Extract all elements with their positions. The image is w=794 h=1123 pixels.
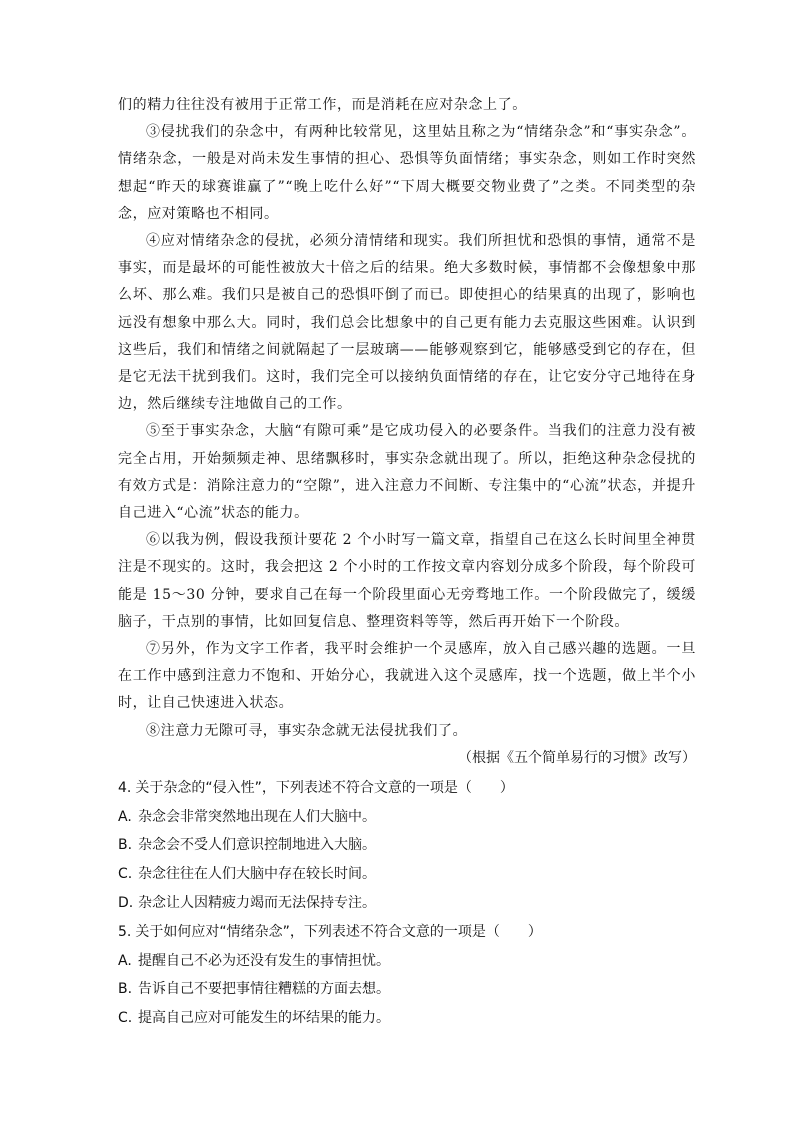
option-text: 杂念会非常突然地出现在人们大脑中。 [138, 808, 376, 825]
question-list [118, 774, 696, 1033]
question-4 [118, 774, 696, 918]
article-paragraph: ⑦另外，作为文字工作者，我平时会维护一个灵感库，放入自己感兴趣的选题。一旦在工作中感到注意力不饱和、开始分心，我就进入这个灵感库，找一个选题，做上半个小时，让自己快速进入状态。 [118, 641, 696, 712]
option-letter: B. [118, 837, 133, 854]
question-text: 关于杂念的“侵入性”，下列表述不符合文意的一项是（ ） [135, 779, 514, 796]
question-text: 关于如何应对“情绪杂念”，下列表述不符合文意的一项是（ ） [135, 923, 542, 940]
answer-option [118, 860, 696, 889]
article-body [118, 92, 696, 772]
answer-option [118, 1004, 696, 1033]
question-5 [118, 918, 696, 1033]
option-letter: A. [118, 952, 132, 969]
option-letter: A. [118, 808, 132, 825]
option-text: 杂念让人因精疲力竭而无法保持专注。 [138, 895, 376, 912]
article-paragraph: ④应对情绪杂念的侵扰，必须分清情绪和现实。我们所担忧和恐惧的事情，通常不是事实，而是最坏的可能性被放大十倍之后的结果。绝大多数时候，事情都不会像想象中那么坏、那么难。我们只是被自己的恐惧吓倒了而已。即使担心的结果真的出现了，影响也远没有想象中那么大。同时，我们总会比想象中的自己更有能力去克服这些困难。认识到这些后，我们和情绪之间就隔起了一层玻璃——能够观察到它，能够感受到它的存在，但是它无法干扰到我们。这时，我们完全可以接纳负面情绪的存在，让它安分守己地待在身边，然后继续专注地做自己的工作。 [118, 233, 696, 413]
option-letter: C. [118, 866, 133, 883]
question-stem [118, 774, 696, 803]
option-text: 提高自己应对可能发生的坏结果的能力。 [138, 1010, 390, 1027]
article-paragraph: ③侵扰我们的杂念中，有两种比较常见，这里姑且称之为“情绪杂念”和“事实杂念”。情绪杂念，一般是对尚未发生事情的担心、恐惧等负面情绪；事实杂念，则如工作时突然想起“昨天的球赛谁赢了”“晚上吃什么好”“下周大概要交物业费了”之类。不同类型的杂念，应对策略也不相同。 [118, 124, 696, 222]
question-number: 5. [118, 923, 132, 940]
answer-option [118, 889, 696, 918]
article-paragraph: ⑤至于事实杂念，大脑“有隙可乘”是它成功侵入的必要条件。当我们的注意力没有被完全占用，开始频频走神、思绪飘移时，事实杂念就出现了。所以，拒绝这种杂念侵扰的有效方式是：消除注意力的“空隙”，进入注意力不间断、专注集中的“心流”状态，并提升自己进入“心流”状态的能力。 [118, 423, 696, 522]
option-text: 提醒自己不必为还没有发生的事情担忧。 [138, 952, 390, 969]
question-number: 4. [118, 779, 132, 796]
option-text: 杂念往往在人们大脑中存在较长时间。 [138, 866, 376, 883]
article-source: （根据《五个简单易行的习惯》改写） [458, 749, 696, 766]
option-text: 告诉自己不要把事情往糟糕的方面去想。 [138, 981, 390, 998]
article-paragraph: 们的精力往往没有被用于正常工作，而是消耗在应对杂念上了。 [118, 97, 527, 113]
answer-option [118, 831, 696, 860]
answer-option [118, 803, 696, 832]
option-letter: D. [118, 895, 134, 912]
option-letter: B. [118, 981, 133, 998]
answer-option [118, 975, 696, 1004]
article-paragraph: ⑥以我为例，假设我预计要花 2 个小时写一篇文章，指望自己在这么长时间里全神贯注是不现实的。这时，我会把这 2 个小时的工作按文章内容划分成多个阶段，每个阶段可能是 15～30 分钟，要求自己在每一个阶段里面心无旁骛地工作。一个阶段做完了，缓缓脑子，干点别的事情，比如回复信息、整理资料等等，然后再开始下一个阶段。 [118, 532, 696, 630]
option-text: 杂念会不受人们意识控制地进入大脑。 [138, 837, 376, 854]
option-letter: C. [118, 1010, 133, 1027]
question-stem [118, 918, 696, 947]
article-paragraph: ⑧注意力无隙可寻，事实杂念就无法侵扰我们了。 [146, 722, 468, 739]
answer-option [118, 947, 696, 976]
